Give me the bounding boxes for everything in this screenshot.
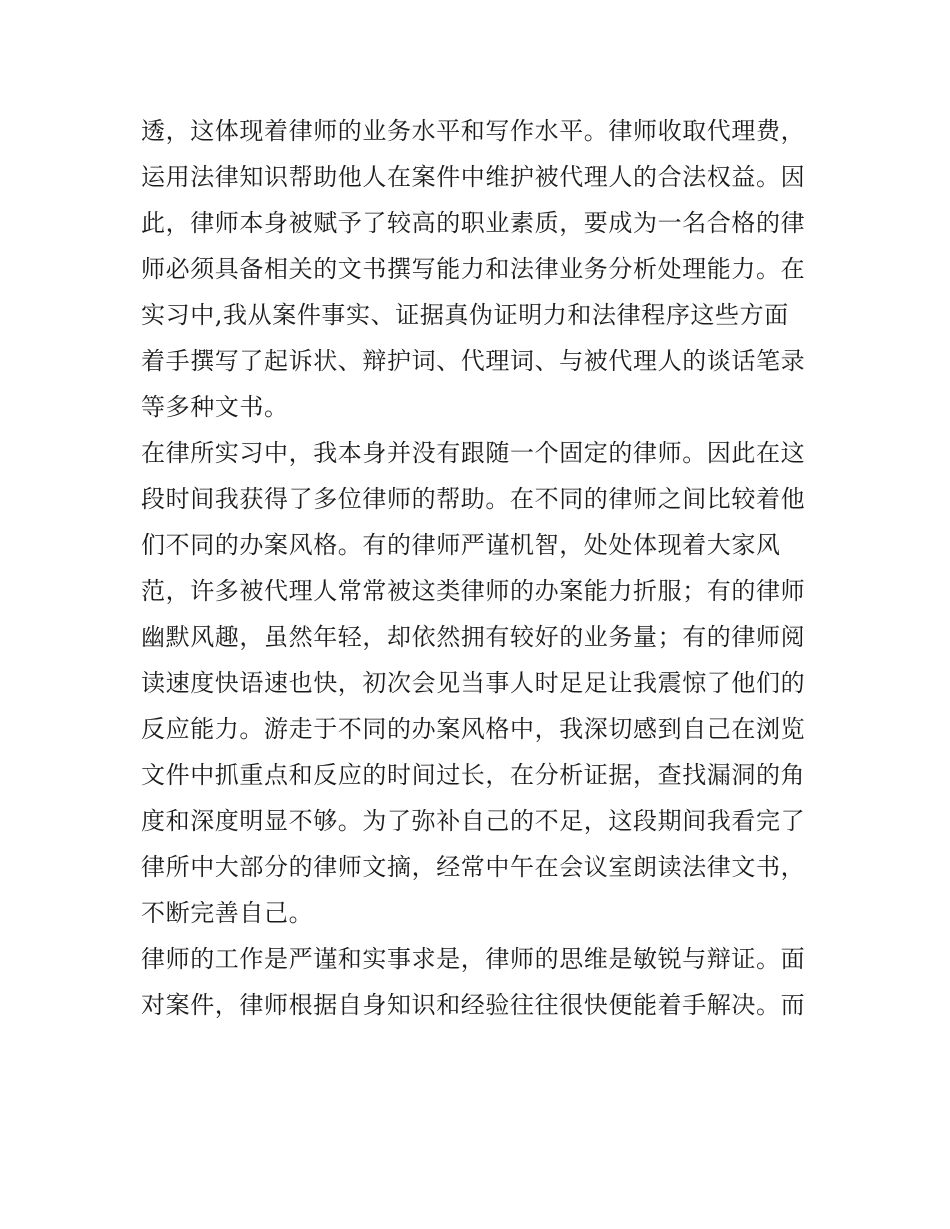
text-line: 度和深度明显不够。为了弥补自己的不足，这段期间我看完了 <box>141 807 806 835</box>
text-line: 幽默风趣，虽然年轻，却依然拥有较好的业务量；有的律师阅 <box>141 623 806 651</box>
text-line: 师必须具备相关的文书撰写能力和法律业务分析处理能力。在 <box>141 255 806 283</box>
body-text <box>141 108 813 1028</box>
text-line: 对案件，律师根据自身知识和经验往往很快便能着手解决。而 <box>141 991 806 1019</box>
text-line: 段时间我获得了多位律师的帮助。在不同的律师之间比较着他 <box>141 485 806 513</box>
text-line: 透，这体现着律师的业务水平和写作水平。律师收取代理费， <box>141 117 806 145</box>
text-line: 此，律师本身被赋予了较高的职业素质，要成为一名合格的律 <box>141 209 806 237</box>
text-line: 范，许多被代理人常常被这类律师的办案能力折服；有的律师 <box>141 577 806 605</box>
text-line: 在律所实习中，我本身并没有跟随一个固定的律师。因此在这 <box>141 439 806 467</box>
text-line: 着手撰写了起诉状、辩护词、代理词、与被代理人的谈话笔录 <box>141 347 806 375</box>
text-line: 律师的工作是严谨和实事求是，律师的思维是敏锐与辩证。面 <box>141 945 806 973</box>
text-line: 运用法律知识帮助他人在案件中维护被代理人的合法权益。因 <box>141 163 806 191</box>
text-line: 律所中大部分的律师文摘，经常中午在会议室朗读法律文书， <box>141 853 806 881</box>
text-line: 实习中,我从案件事实、证据真伪证明力和法律程序这些方面 <box>141 301 789 329</box>
text-line: 反应能力。游走于不同的办案风格中，我深切感到自己在浏览 <box>141 715 806 743</box>
text-line: 们不同的办案风格。有的律师严谨机智，处处体现着大家风 <box>141 531 781 559</box>
text-line: 不断完善自己。 <box>141 899 314 927</box>
text-line: 等多种文书。 <box>141 393 289 421</box>
text-line: 读速度快语速也快，初次会见当事人时足足让我震惊了他们的 <box>141 669 806 697</box>
text-line: 文件中抓重点和反应的时间过长，在分析证据，查找漏洞的角 <box>141 761 806 789</box>
